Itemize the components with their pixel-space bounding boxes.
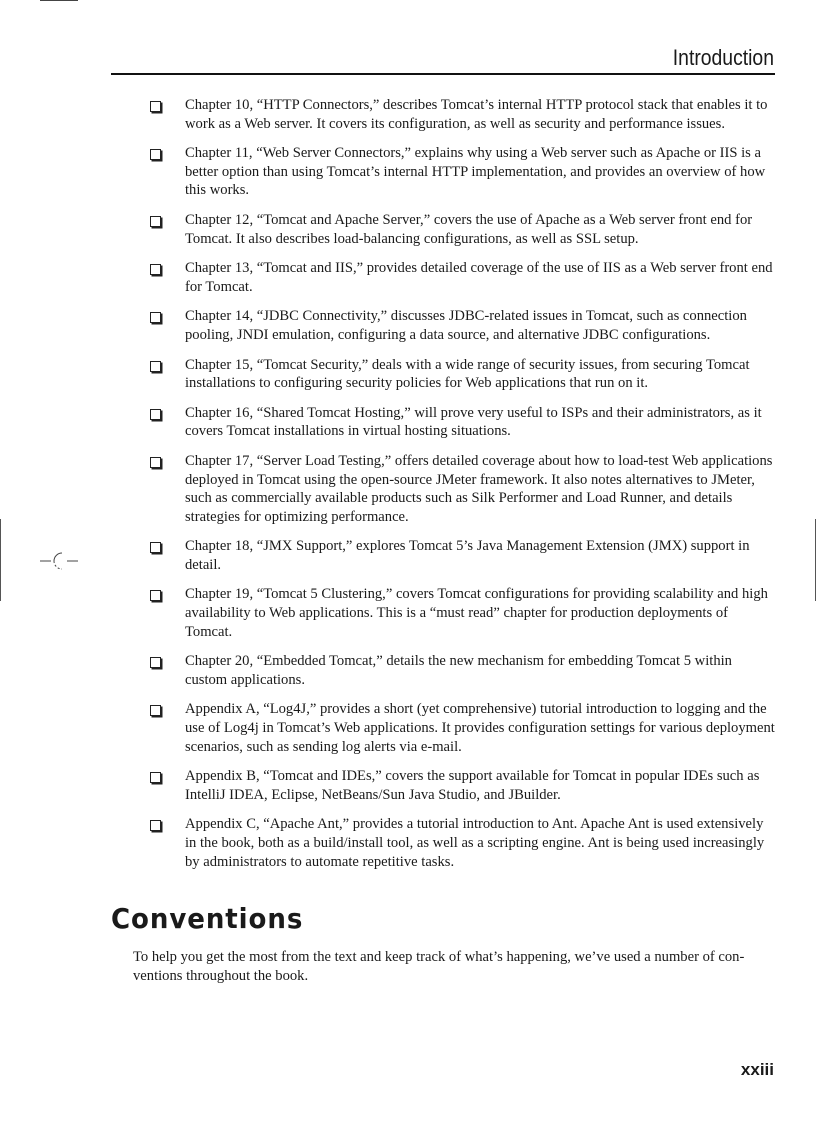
list-item (150, 404, 776, 441)
list-item-text: Chapter 12, “Tomcat and Apache Server,” covers the use of Apache as a Web server front end for Tomcat. It also describes load-balancing configurations, as well as SSL setup. (185, 211, 753, 247)
list-item-text: Chapter 16, “Shared Tomcat Hosting,” will prove very useful to ISPs and their administrators, as it covers Tomcat installations in virtual hosting situations. (185, 404, 762, 440)
checkbox-bullet-icon (150, 409, 161, 420)
section-heading: Conventions (111, 902, 304, 935)
checkbox-bullet-icon (150, 361, 161, 372)
checkbox-bullet-icon (150, 590, 161, 601)
list-item-text: Chapter 15, “Tomcat Security,” deals with a wide range of security issues, from securing Tomcat installations to configuring security policies for Web applications that run on it. (185, 356, 750, 392)
checkbox-bullet-icon (150, 101, 161, 112)
checkbox-bullet-icon (150, 149, 161, 160)
list-item (150, 307, 776, 344)
list-item (150, 144, 776, 200)
checkbox-bullet-icon (150, 542, 161, 553)
list-item (150, 259, 776, 296)
header-rule (111, 73, 775, 75)
crop-mark-left (0, 519, 1, 601)
list-item (150, 652, 776, 689)
list-item (150, 452, 776, 526)
list-item (150, 356, 776, 393)
chapter-list (150, 96, 776, 882)
list-item-text: Chapter 18, “JMX Support,” explores Tomcat 5’s Java Management Extension (JMX) support in detail. (185, 538, 750, 573)
checkbox-bullet-icon (150, 457, 161, 468)
checkbox-bullet-icon (150, 820, 161, 831)
checkbox-bullet-icon (150, 772, 161, 783)
list-item (150, 767, 776, 804)
checkbox-bullet-icon (150, 657, 161, 668)
list-item (150, 96, 776, 133)
list-item (150, 537, 776, 574)
list-item-text: Appendix C, “Apache Ant,” provides a tutorial introduction to Ant. Apache Ant is used extensively in the book, both as a build/install tool, as well as a scripting engine. Ant is being used increasingly by administrators to automate repetitive tasks. (185, 816, 765, 870)
list-item (150, 585, 776, 641)
list-item-text: Chapter 10, “HTTP Connectors,” describes Tomcat’s internal HTTP protocol stack that enables it to work as a Web server. It covers its configuration, as well as security and performance issues. (185, 97, 768, 132)
list-item-text: Appendix B, “Tomcat and IDEs,” covers the support available for Tomcat in popular IDEs such as IntelliJ IDEA, Eclipse, NetBeans/Sun Java Studio, and JBuilder. (185, 768, 760, 803)
list-item-text: Chapter 11, “Web Server Connectors,” explains why using a Web server such as Apache or IIS is a better option than using Tomcat’s internal HTTP implementation, and provides an overview of how this works. (185, 145, 766, 199)
running-head-title: Introduction (672, 45, 774, 70)
list-item (150, 815, 776, 871)
checkbox-bullet-icon (150, 264, 161, 275)
checkbox-bullet-icon (150, 705, 161, 716)
page-number: xxiii (740, 1060, 774, 1079)
list-item (150, 700, 776, 756)
list-item-text: Chapter 13, “Tomcat and IIS,” provides detailed coverage of the use of IIS as a Web server front end for Tomcat. (185, 260, 773, 295)
checkbox-bullet-icon (150, 216, 161, 227)
checkbox-bullet-icon (150, 312, 161, 323)
registration-mark-icon (40, 550, 78, 572)
crop-mark-top (40, 0, 78, 1)
conventions-paragraph: To help you get the most from the text and keep track of what’s happening, we’ve used a number of conventions throughout the book. (133, 949, 745, 984)
list-item-text: Chapter 17, “Server Load Testing,” offers detailed coverage about how to load-test Web applications deployed in Tomcat using the open-source JMeter framework. It also notes alternatives to JMeter, such as commercially available products such as Silk Performer and Load Runner, and details strategies for optimizing performance. (185, 452, 773, 525)
list-item-text: Chapter 20, “Embedded Tomcat,” details the new mechanism for embedding Tomcat 5 within custom applications. (185, 653, 732, 688)
list-item-text: Appendix A, “Log4J,” provides a short (yet comprehensive) tutorial introduction to logging and the use of Log4j in Tomcat’s Web applications. It provides configuration settings for various deployment scenarios, such as sending log alerts via e-mail. (185, 701, 775, 755)
list-item (150, 211, 776, 248)
list-item-text: Chapter 14, “JDBC Connectivity,” discusses JDBC-related issues in Tomcat, such as connection pooling, JNDI emulation, configuring a data source, and alternative JDBC configurations. (185, 308, 747, 343)
list-item-text: Chapter 19, “Tomcat 5 Clustering,” covers Tomcat configurations for providing scalability and high availability to Web applications. This is a “must read” chapter for production deployments of Tomcat. (185, 586, 768, 640)
